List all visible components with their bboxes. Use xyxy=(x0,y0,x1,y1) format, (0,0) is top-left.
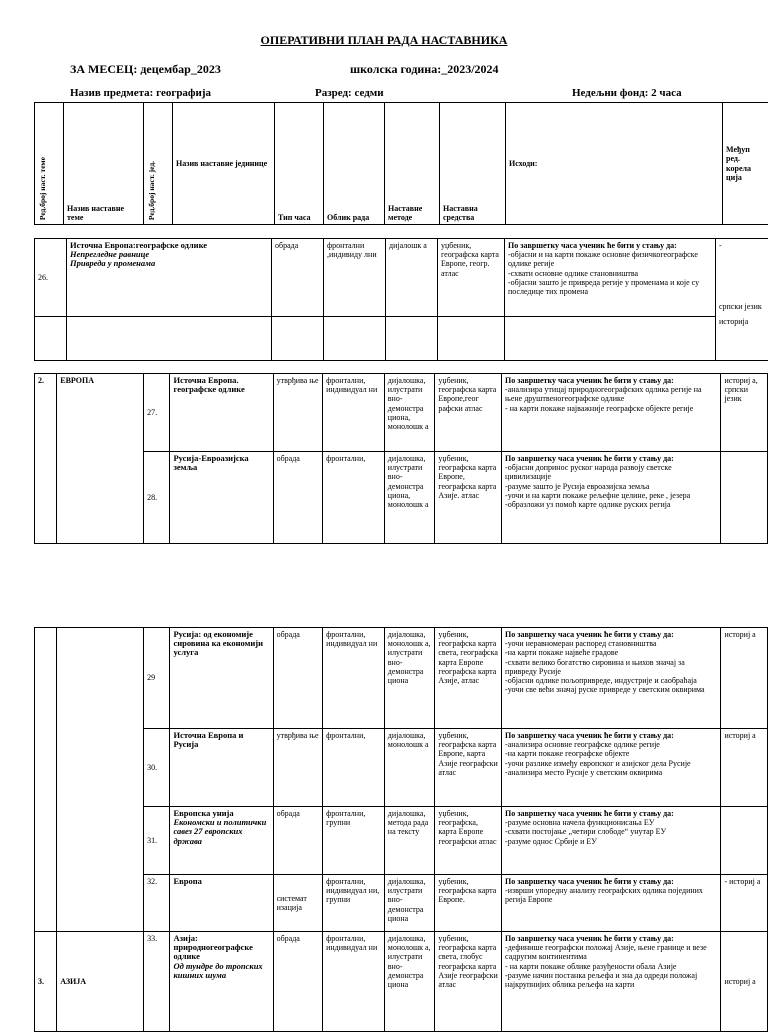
header-outcomes: Исходи: xyxy=(506,103,723,225)
table-row xyxy=(35,932,768,1032)
unit-name: Европа xyxy=(170,875,273,932)
header-table xyxy=(34,102,768,225)
topic-name: АЗИЈА xyxy=(57,932,144,1032)
lesson-type: обрада xyxy=(273,452,323,544)
outcomes: По завршетку часа ученик ће бити у стању да: -уочи неравномеран распоред становништва -на карти покаже највеће градове -схвати велико богатство сировина и њихов значај за привреду Русије -објасни одлике пољопривреде, индустрије и саобраћаја -уочи све већи значај руске привреде у светским оквирима xyxy=(502,628,721,729)
topic-no: 3. xyxy=(35,932,57,1032)
outcomes: По завршетку часа ученик ће бити у стању да: -објасни и на карти покаже основне физичкогеографске одлике регије -схвати основне одлике становништва -објасни зашто је привреда регије у променама и које су последице тих промена xyxy=(505,239,716,317)
teaching-means: уџбеник, географска, карта Европе географски атлас xyxy=(435,807,502,875)
work-form: фронтални, индивидуал ни xyxy=(323,628,385,729)
topic-no: 2. xyxy=(35,374,57,544)
correlation: историј а xyxy=(721,932,768,1032)
work-form: фронтални, xyxy=(323,452,385,544)
lesson-type: утврђива ње xyxy=(273,729,323,807)
teaching-means: уџбеник, географска карта света, глобус географска карта Азије географски атлас xyxy=(435,932,502,1032)
table-row xyxy=(35,729,768,807)
lesson-type: обрада xyxy=(273,932,323,1032)
table-row xyxy=(35,628,768,729)
unit-name: Источна Европа. географске одлике xyxy=(170,374,273,452)
unit-name: Русија: од економије сировина ка економији услуга xyxy=(170,628,273,729)
work-form: фронтални, индивидуал ни xyxy=(323,932,385,1032)
unit-no: 29 xyxy=(144,628,170,729)
correlation: историј а xyxy=(721,628,768,729)
school-year-label: школска година:_2023/2024 xyxy=(350,62,499,77)
unit-no: 32. xyxy=(144,875,170,932)
teaching-means: уџбеник, географска карта Европе, карта Азије географски атлас xyxy=(435,729,502,807)
correlation: - српски језик историја xyxy=(716,239,768,361)
teaching-methods: дијалошка, илустрати вно-демонстра циона, монолошк а xyxy=(384,452,435,544)
page-title: ОПЕРАТИВНИ ПЛАН РАДА НАСТАВНИКА xyxy=(0,33,768,48)
outcomes: По завршетку часа ученик ће бити у стању да: -изврши упоредну анализу географских одлика појединих регија Европе xyxy=(502,875,721,932)
table-row xyxy=(35,452,768,544)
header-unit-name: Назив наставне јединице xyxy=(173,103,275,225)
header-topic-name: Назив наставне теме xyxy=(64,103,144,225)
lesson-26-table xyxy=(34,238,768,361)
header-methods: Наставне методе xyxy=(385,103,440,225)
table-row xyxy=(35,807,768,875)
unit-name: Европска унија Економски и политички савез 27 европских држава xyxy=(170,807,273,875)
unit-name: Русија-Евроазијска земља xyxy=(170,452,273,544)
outcomes: По завршетку часа ученик ће бити у стању да: -објасни допринос руског народа развоју светске цивилизације -разуме зашто је Русија евроазијска земља -уочи и на карти покаже рељефне целине, реке , језера -образложи уз помоћ карте одлике руских регија xyxy=(502,452,721,544)
table-row xyxy=(35,239,768,317)
header-topic-no: Ред.број наст. теме xyxy=(35,103,64,225)
header-type: Тип часа xyxy=(275,103,324,225)
teaching-methods: дијалошка, монолошк а, илустрати вно-демонстра циона xyxy=(384,628,435,729)
teaching-methods: дијалошка, монолошк а xyxy=(384,729,435,807)
outcomes: По завршетку часа ученик ће бити у стању да: -дефинише географски положај Азије, њене границе и везе садругим континентима - на карти покаже облике разуђености обала Азије -разуме начин постанка рељефа и зна да одреди положај најкрупнијих облика рељефа на карти xyxy=(502,932,721,1032)
table-row xyxy=(35,374,768,452)
teaching-methods: дијалошка, илустрати вно-демонстра циона, монолошк а xyxy=(384,374,435,452)
work-form: фронтални, индивидуал ни, групни xyxy=(323,875,385,932)
unit-name: Источна Европа и Русија xyxy=(170,729,273,807)
weekly-fund-label: Недељни фонд: 2 часа xyxy=(572,87,682,99)
outcomes: По завршетку часа ученик ће бити у стању да: -анализира основне географске одлике регије -на карти покаже географске објекте -уочи разлике између европског и азијског дела Русије -анализира место Русије у светским оквирима xyxy=(502,729,721,807)
lesson-type: обрада xyxy=(272,239,324,317)
subject-label: Назив предмета: географија xyxy=(70,87,211,99)
unit-name: Источна Европа:географске одлике Непрегледне равнице Привреда у променама xyxy=(67,239,272,317)
correlation: историј а xyxy=(721,729,768,807)
teaching-methods: дијалошка, метода рада на тексту xyxy=(384,807,435,875)
teaching-methods: дијалошка, монолошк а, илустрати вно-демонстра циона xyxy=(384,932,435,1032)
unit-no: 30. xyxy=(144,729,170,807)
table-row-empty xyxy=(35,317,768,361)
teaching-means: уџбеник, географска карта Европе, геогр. атлас xyxy=(438,239,505,317)
header-unit-no: Ред.број наст. јед. xyxy=(144,103,173,225)
grade-label: Разред: седми xyxy=(315,87,384,99)
unit-no: 31. xyxy=(144,807,170,875)
teaching-methods: дијалошка, илустрати вно-демонстра циона xyxy=(384,875,435,932)
correlation: историј а, српски језик xyxy=(721,374,768,452)
teaching-means: уџбеник, географска карта Европе. xyxy=(435,875,502,932)
lessons-29-33-table xyxy=(34,627,768,1032)
lesson-type: обрада xyxy=(273,628,323,729)
unit-no: 33. xyxy=(144,932,170,1032)
header-means: Наставна средства xyxy=(440,103,506,225)
unit-no: 27. xyxy=(144,374,170,452)
lesson-type: обрада xyxy=(273,807,323,875)
table-row xyxy=(35,875,768,932)
unit-name: Азија: природногеографске одлике Од тундре до тропских кишних шума xyxy=(170,932,273,1032)
unit-no: 26. xyxy=(35,239,67,317)
outcomes: По завршетку часа ученик ће бити у стању да: -анализира утицај природногеографских одлика регије на њене друштвеногеографске одлике - на карти покаже најважније географске објекте регије xyxy=(502,374,721,452)
teaching-methods: дијалошк а xyxy=(386,239,438,317)
work-form: фронтални, групни xyxy=(323,807,385,875)
work-form: фронтални, xyxy=(323,729,385,807)
lesson-type: системат изација xyxy=(273,875,323,932)
correlation: - историј а xyxy=(721,875,768,932)
work-form: фронтални, индивидуал ни xyxy=(323,374,385,452)
header-form: Облик рада xyxy=(324,103,385,225)
outcomes: По завршетку часа ученик ће бити у стању да: -разуме основна начела функционисања ЕУ -схвати постојање „четири слободе“ унутар ЕУ -разуме однос Србије и ЕУ xyxy=(502,807,721,875)
header-correlation: Међуп ред. корела ција xyxy=(723,103,768,225)
lessons-27-28-table xyxy=(34,373,768,544)
unit-no: 28. xyxy=(144,452,170,544)
teaching-means: уџбеник, географска карта света, географска карта Европе географска карта Азије, атлас xyxy=(435,628,502,729)
work-form: фронтални ,индивиду лни xyxy=(324,239,386,317)
topic-name: ЕВРОПА xyxy=(57,374,144,544)
lesson-type: утврђива ње xyxy=(273,374,323,452)
teaching-means: уџбеник, географска карта Европе,геог рафски атлас xyxy=(435,374,502,452)
month-label: ЗА МЕСЕЦ: децембар_2023 xyxy=(70,62,221,77)
teaching-means: уџбеник, географска карта Европе, географска карта Азије. атлас xyxy=(435,452,502,544)
